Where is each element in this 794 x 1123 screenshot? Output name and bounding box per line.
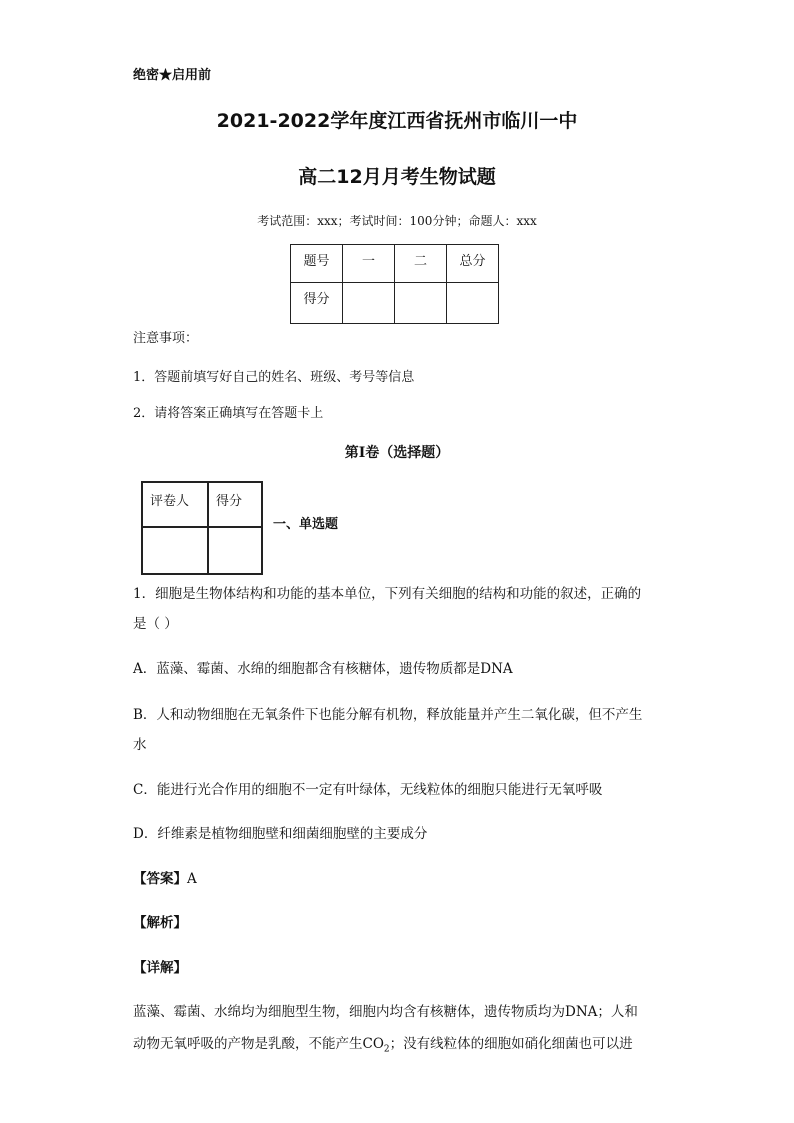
score-cell-total bbox=[447, 283, 499, 324]
grader-table bbox=[141, 481, 263, 575]
option-b-cont: 水 bbox=[133, 737, 147, 753]
section-title: 第I卷（选择题） bbox=[344, 445, 450, 461]
score-cell-part1 bbox=[343, 283, 395, 324]
score-header-total: 总分 bbox=[447, 245, 499, 283]
answer-line bbox=[133, 867, 197, 887]
score-row-label: 得分 bbox=[291, 283, 343, 324]
score-header-number: 题号 bbox=[291, 245, 343, 283]
notice-item: 1．答题前填写好自己的姓名、班级、考号等信息 bbox=[133, 370, 415, 385]
question-stem-cont: 是（ ） bbox=[133, 616, 178, 632]
detail-text-cont bbox=[133, 1032, 633, 1055]
grader-score-header: 得分 bbox=[208, 482, 262, 527]
exam-title-line2: 高二12月月考生物试题 bbox=[298, 166, 496, 188]
grader-score-cell bbox=[208, 527, 262, 574]
score-cell-part2 bbox=[395, 283, 447, 324]
co2-subscript: 2 bbox=[383, 1044, 390, 1055]
score-header-part1: 一 bbox=[343, 245, 395, 283]
answer-value: A bbox=[187, 871, 197, 887]
notice-item: 2．请将答案正确填写在答题卡上 bbox=[133, 406, 324, 421]
option-d: D．纤维素是植物细胞壁和细菌细胞壁的主要成分 bbox=[133, 826, 428, 842]
exam-title-line1: 2021-2022学年度江西省抚州市临川一中 bbox=[216, 110, 578, 132]
detail-text: 蓝藻、霉菌、水绵均为细胞型生物，细胞内均含有核糖体，遗传物质均为DNA；人和 bbox=[133, 1004, 638, 1020]
exam-info: 考试范围：xxx；考试时间：100分钟；命题人：xxx bbox=[257, 214, 537, 228]
score-header-part2: 二 bbox=[395, 245, 447, 283]
analysis-label: 【解析】 bbox=[133, 915, 187, 931]
option-c: C．能进行光合作用的细胞不一定有叶绿体，无线粒体的细胞只能进行无氧呼吸 bbox=[133, 782, 603, 798]
grader-header: 评卷人 bbox=[142, 482, 208, 527]
answer-label: 【答案】 bbox=[133, 871, 187, 887]
detail-text-part: ；没有线粒体的细胞如硝化细菌也可以进 bbox=[389, 1036, 633, 1052]
detail-label: 【详解】 bbox=[133, 960, 187, 976]
confidential-mark: 绝密★启用前 bbox=[133, 68, 212, 83]
score-table bbox=[290, 244, 499, 324]
notice-title: 注意事项： bbox=[133, 331, 199, 346]
detail-text-part: 动物无氧呼吸的产物是乳酸，不能产生CO bbox=[133, 1036, 384, 1052]
part-label: 一、单选题 bbox=[273, 517, 339, 532]
question-stem: 1．细胞是生物体结构和功能的基本单位，下列有关细胞的结构和功能的叙述，正确的 bbox=[133, 586, 642, 602]
option-b: B．人和动物细胞在无氧条件下也能分解有机物，释放能量并产生二氧化碳，但不产生 bbox=[133, 707, 643, 723]
grader-cell bbox=[142, 527, 208, 574]
option-a: A．蓝藻、霉菌、水绵的细胞都含有核糖体，遗传物质都是DNA bbox=[133, 661, 513, 677]
